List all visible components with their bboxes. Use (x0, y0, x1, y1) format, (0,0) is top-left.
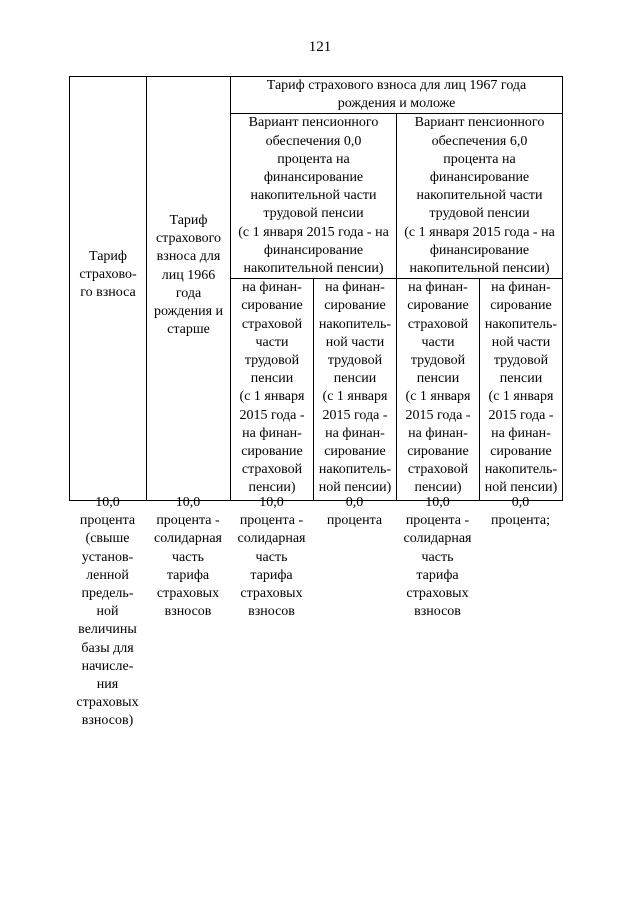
value-v0-insurance: 10,0 процента - солидарная часть тарифа страховых взносов (237, 495, 306, 620)
subheader-cell-insurance-v0 (231, 279, 314, 501)
value-tariff: 10,0 процента (свыше установ- ленной предель- ной величины базы для начисле- ния страховых взносов) (76, 495, 139, 729)
header-cell-1967-group (231, 77, 563, 114)
subheader-insurance-text: на финан- сирование страховой части трудовой пенсии (с 1 января 2015 года - на финан- сирование страховой пенсии) (239, 280, 305, 496)
value-1966: 10,0 процента - солидарная часть тарифа страховых взносов (154, 495, 222, 620)
subheader-insurance-text: на финан- сирование страховой части трудовой пенсии (с 1 января 2015 года - на финан- сирование страховой пенсии) (405, 280, 471, 496)
value-v6-insurance: 10,0 процента - солидарная часть тарифа страховых взносов (403, 495, 472, 620)
header-1967-text: Тариф страхового взноса для лиц 1967 года рождения и моложе (266, 78, 527, 112)
subheader-cell-funded-v6 (480, 279, 563, 501)
page-number: 121 (308, 39, 332, 55)
header-tariff-text: Тариф страхово- го взноса (79, 249, 137, 301)
subheader-funded-text: на финан- сирование накопитель- ной части трудовой пенсии (с 1 января 2015 года - на финан- сирование накопитель- ной пенсии) (318, 280, 392, 496)
variant-0-text: Вариант пенсионного обеспечения 0,0 процента на финансирование накопительной части трудовой пенсии (с 1 января 2015 года - на финансирование накопительной пенсии) (238, 115, 389, 277)
value-v6-funded: 0,0 процента; (490, 495, 551, 529)
subheader-cell-funded-v0 (314, 279, 397, 501)
header-cell-variant-0 (231, 114, 397, 279)
variant-6-text: Вариант пенсионного обеспечения 6,0 процента на финансирование накопительной части трудовой пенсии (с 1 января 2015 года - на финансирование накопительной пенсии) (404, 115, 555, 277)
tariff-table (69, 76, 563, 501)
subheader-cell-insurance-v6 (397, 279, 480, 501)
header-cell-variant-6 (397, 114, 563, 279)
subheader-funded-text: на финан- сирование накопитель- ной части трудовой пенсии (с 1 января 2015 года - на финан- сирование накопитель- ной пенсии) (484, 280, 558, 496)
header-1966-text: Тариф страхового взноса для лиц 1966 года рождения и старше (153, 213, 224, 338)
header-cell-1966 (147, 77, 231, 501)
header-cell-tariff (70, 77, 147, 501)
value-v0-funded: 0,0 процента (326, 495, 383, 529)
values-row (69, 494, 565, 734)
